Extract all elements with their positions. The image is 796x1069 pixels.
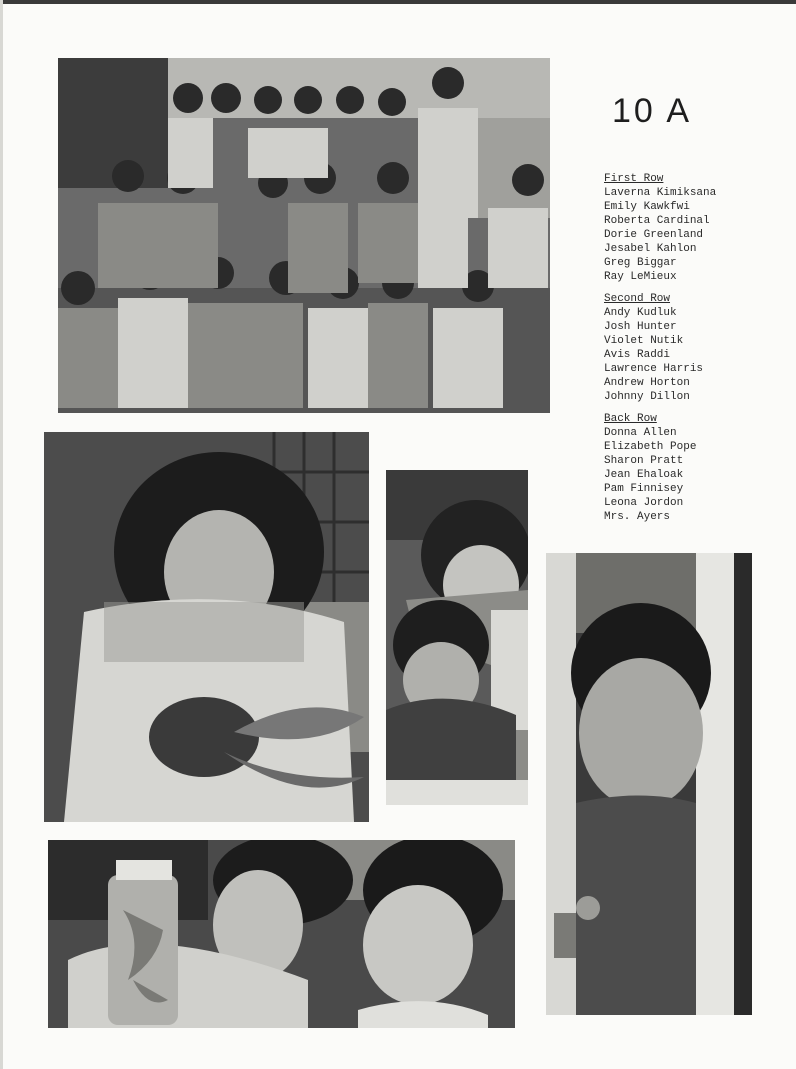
students-with-jar-photo bbox=[48, 840, 515, 1028]
roster-heading-first-row: First Row bbox=[604, 173, 664, 185]
girl-with-flower-photo bbox=[44, 432, 369, 822]
page-binding-edge bbox=[0, 0, 3, 1069]
roster-name: Josh Hunter bbox=[604, 321, 677, 333]
class-title: 10 A bbox=[612, 92, 693, 130]
boy-at-doorway-photo bbox=[546, 553, 752, 1015]
roster-heading-second-row: Second Row bbox=[604, 293, 671, 305]
roster-first-row bbox=[604, 172, 774, 284]
roster-name: Pam Finnisey bbox=[604, 483, 684, 495]
roster-name: Andy Kudluk bbox=[604, 307, 677, 319]
roster-name: Dorie Greenland bbox=[604, 229, 704, 241]
roster-name: Johnny Dillon bbox=[604, 391, 690, 403]
roster-name: Leona Jordon bbox=[604, 497, 684, 509]
roster-heading-back-row: Back Row bbox=[604, 413, 657, 425]
roster-name: Avis Raddi bbox=[604, 349, 671, 361]
roster-name: Violet Nutik bbox=[604, 335, 684, 347]
roster-name: Laverna Kimiksana bbox=[604, 187, 717, 199]
roster-name: Greg Biggar bbox=[604, 257, 677, 269]
roster-name: Lawrence Harris bbox=[604, 363, 704, 375]
roster-name: Mrs. Ayers bbox=[604, 511, 671, 523]
roster-back-row bbox=[604, 412, 774, 524]
roster-name: Donna Allen bbox=[604, 427, 677, 439]
class-group-photo bbox=[58, 58, 550, 413]
teacher-helping-student-photo bbox=[386, 470, 528, 805]
roster-name: Sharon Pratt bbox=[604, 455, 684, 467]
roster-name: Andrew Horton bbox=[604, 377, 690, 389]
page-top-edge bbox=[0, 0, 796, 4]
roster-name: Jesabel Kahlon bbox=[604, 243, 697, 255]
roster-name: Roberta Cardinal bbox=[604, 215, 710, 227]
roster-name: Emily Kawkfwi bbox=[604, 201, 690, 213]
roster-second-row bbox=[604, 292, 774, 404]
roster-name: Elizabeth Pope bbox=[604, 441, 697, 453]
roster-name: Jean Ehaloak bbox=[604, 469, 684, 481]
roster-name: Ray LeMieux bbox=[604, 271, 677, 283]
